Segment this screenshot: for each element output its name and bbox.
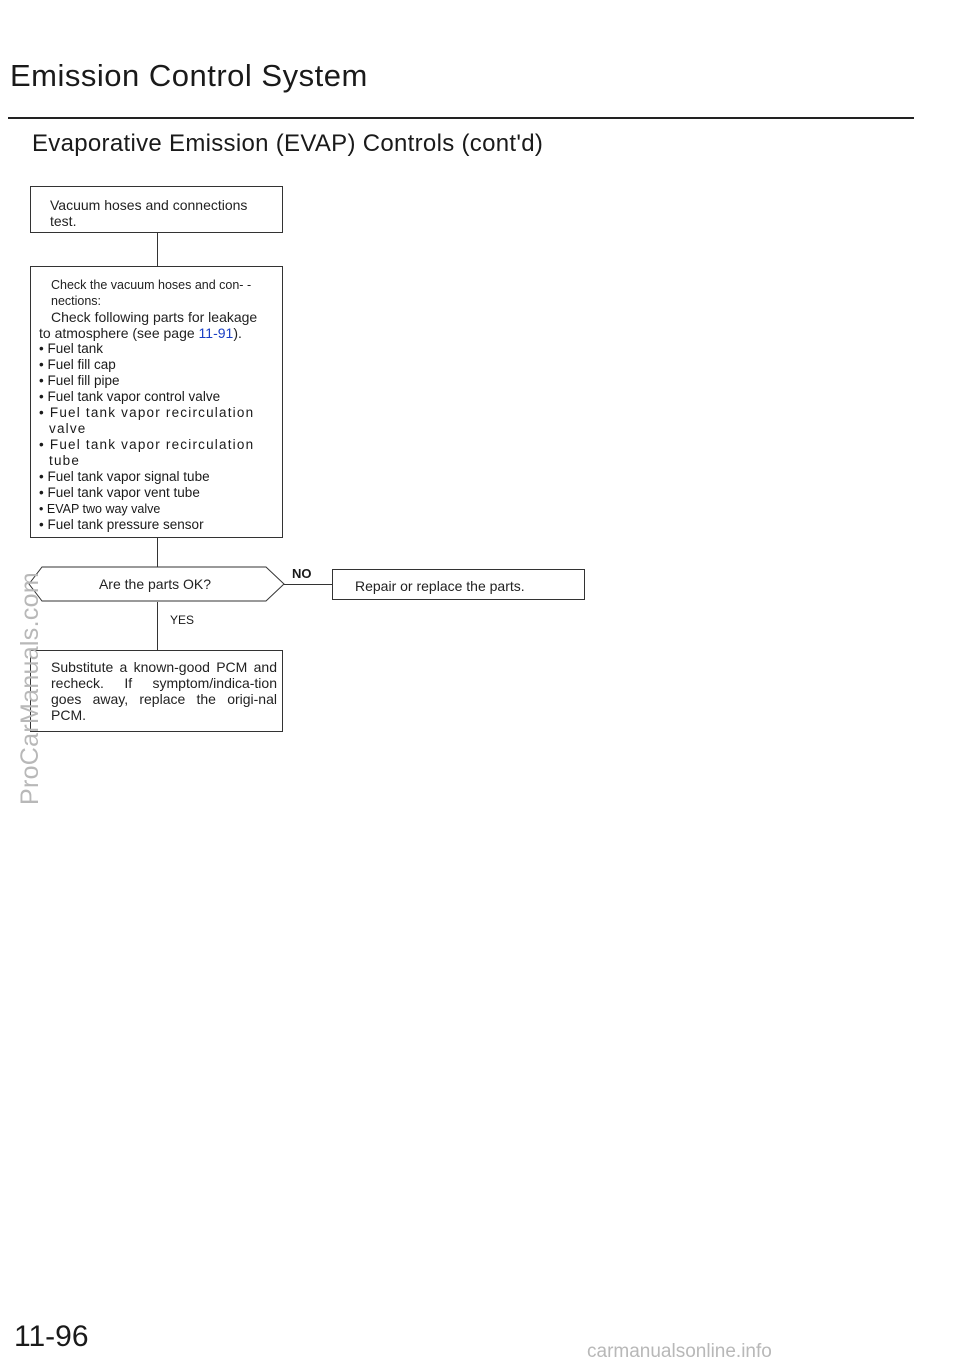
side-watermark: ProCarManuals.com [16,572,44,805]
connector-2 [157,538,158,568]
bottom-watermark: carmanualsonline.info [587,1341,772,1362]
list-item: • Fuel tank vapor vent tube [39,485,277,501]
list-item: • Fuel fill cap [39,357,277,373]
list-item: • Fuel tank [39,341,277,357]
check-line-1: Check the vacuum hoses and con- - [51,278,252,292]
connector-1 [157,233,158,266]
step-check-parts-box [30,266,283,538]
connector-yes [157,602,158,650]
step-check-parts-content [39,277,277,533]
yes-label: YES [170,613,195,627]
check-line-4 [39,325,277,341]
repair-box [332,569,585,600]
list-item: • Fuel fill pipe [39,373,277,389]
substitute-pcm-box [30,650,283,732]
list-item: • Fuel tank vapor recirculation valve [39,405,277,437]
parts-list [39,341,277,533]
no-label: NO [292,566,312,581]
check-line-3: Check following parts for leakage [51,309,258,325]
list-item: • EVAP two way valve [39,501,277,517]
title-rule [8,117,914,119]
check-line-4-suffix: ). [233,325,242,341]
check-line-4-prefix: to atmosphere (see page [39,325,199,341]
page-number: 11-96 [14,1320,89,1353]
substitute-pcm-text: Substitute a known-good PCM and recheck. If symptom/indica-tion goes away, replace the origi-nal PCM. [51,659,277,723]
page-reference-link[interactable]: 11-91 [198,325,234,341]
check-line-2: nections: [51,294,102,308]
step-vacuum-test-text: Vacuum hoses and connections test. [50,197,248,229]
connector-no [284,584,332,585]
list-item: • Fuel tank vapor recirculation tube [39,437,277,469]
step-vacuum-test-box [30,186,283,233]
list-item: • Fuel tank vapor control valve [39,389,277,405]
subsection-title: Evaporative Emission (EVAP) Controls (cont'd) [32,130,544,157]
repair-text: Repair or replace the parts. [355,578,525,594]
decision-text: Are the parts OK? [98,576,212,592]
list-item: • Fuel tank pressure sensor [39,517,277,533]
list-item: • Fuel tank vapor signal tube [39,469,277,485]
section-title: Emission Control System [10,58,368,93]
